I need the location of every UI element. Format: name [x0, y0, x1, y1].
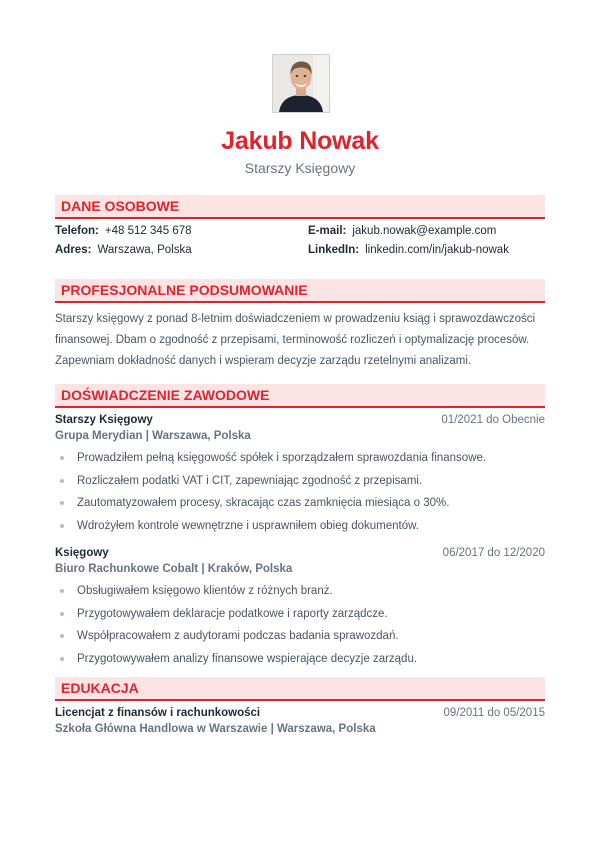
contact-block: [55, 219, 545, 263]
job-role: Księgowy: [55, 547, 109, 559]
candidate-name: Jakub Nowak: [221, 127, 379, 155]
job-entry: [55, 546, 545, 670]
section-heading-text: DANE OSOBOWE: [61, 198, 180, 214]
list-item: Zautomatyzowałem procesy, skracając czas zamknięcia miesiąca o 30%.: [55, 492, 545, 515]
linkedin-row: [308, 244, 509, 256]
phone-label: Telefon:: [55, 225, 99, 237]
linkedin-value[interactable]: linkedin.com/in/jakub-nowak: [365, 244, 509, 256]
list-item: Przygotowywałem deklaracje podatkowe i raporty zarządcze.: [55, 603, 545, 626]
portrait-image: [273, 55, 329, 112]
candidate-title: Starszy Księgowy: [244, 160, 356, 176]
job-company: Grupa Merydian | Warszawa, Polska: [55, 430, 251, 442]
list-item: Obsługiwałem księgowo klientów z różnych branż.: [55, 580, 545, 603]
profile-photo: [272, 54, 330, 113]
summary-text: [55, 309, 545, 372]
job-dates: 06/2017 do 12/2020: [442, 547, 545, 559]
summary-line: Zapewniam dokładność danych i wspieram decyzje zarządu rzetelnymi analizami.: [55, 355, 472, 367]
education-entry: [55, 706, 545, 737]
list-item: Przygotowywałem analizy finansowe wspierające decyzje zarządu.: [55, 648, 545, 671]
summary-line: Starszy księgowy z ponad 8-letnim doświadczeniem w prowadzeniu ksiąg i sprawozdawczości: [55, 313, 536, 325]
list-item: Prowadziłem pełną księgowość spółek i sporządzałem sprawozdania finansowe.: [55, 447, 545, 470]
section-heading-text: PROFESJONALNE PODSUMOWANIE: [61, 282, 308, 298]
summary-line: finansowej. Dbam o zgodność z przepisami, terminowość rozliczeń i optymalizację procesów.: [55, 334, 530, 346]
job-entry: [55, 413, 545, 537]
section-heading: [55, 195, 545, 219]
section-heading: [55, 677, 545, 701]
phone-row: [55, 225, 192, 237]
education-section: [55, 677, 545, 737]
address-value: Warszawa, Polska: [97, 244, 192, 256]
section-heading: [55, 279, 545, 303]
personal-section: [55, 195, 545, 263]
degree-name: Licencjat z finansów i rachunkowości: [55, 707, 261, 719]
job-bullets: [55, 447, 545, 537]
education-dates: 09/2011 do 05/2015: [443, 707, 545, 719]
section-heading-text: EDUKACJA: [61, 680, 139, 696]
address-label: Adres:: [55, 244, 92, 256]
school-name: Szkoła Główna Handlowa w Warszawie | Warszawa, Polska: [55, 723, 376, 735]
email-label: E-mail:: [308, 225, 347, 237]
list-item: Rozliczałem podatki VAT i CIT, zapewniając zgodność z przepisami.: [55, 470, 545, 493]
job-bullets: [55, 580, 545, 670]
job-dates: 01/2021 do Obecnie: [441, 414, 545, 426]
address-row: [55, 244, 192, 256]
job-company: Biuro Rachunkowe Cobalt | Kraków, Polska: [55, 563, 293, 575]
linkedin-label: LinkedIn:: [308, 244, 360, 256]
experience-section: [55, 384, 545, 670]
section-heading-text: DOŚWIADCZENIE ZAWODOWE: [61, 387, 270, 403]
job-role: Starszy Księgowy: [55, 414, 153, 426]
email-value[interactable]: jakub.nowak@example.com: [352, 225, 497, 237]
summary-section: [55, 279, 545, 372]
phone-value: +48 512 345 678: [104, 225, 192, 237]
list-item: Współpracowałem z audytorami podczas badania sprawozdań.: [55, 625, 545, 648]
list-item: Wdrożyłem kontrole wewnętrzne i usprawniłem obieg dokumentów.: [55, 515, 545, 538]
email-row: [308, 225, 496, 237]
section-heading: [55, 384, 545, 408]
